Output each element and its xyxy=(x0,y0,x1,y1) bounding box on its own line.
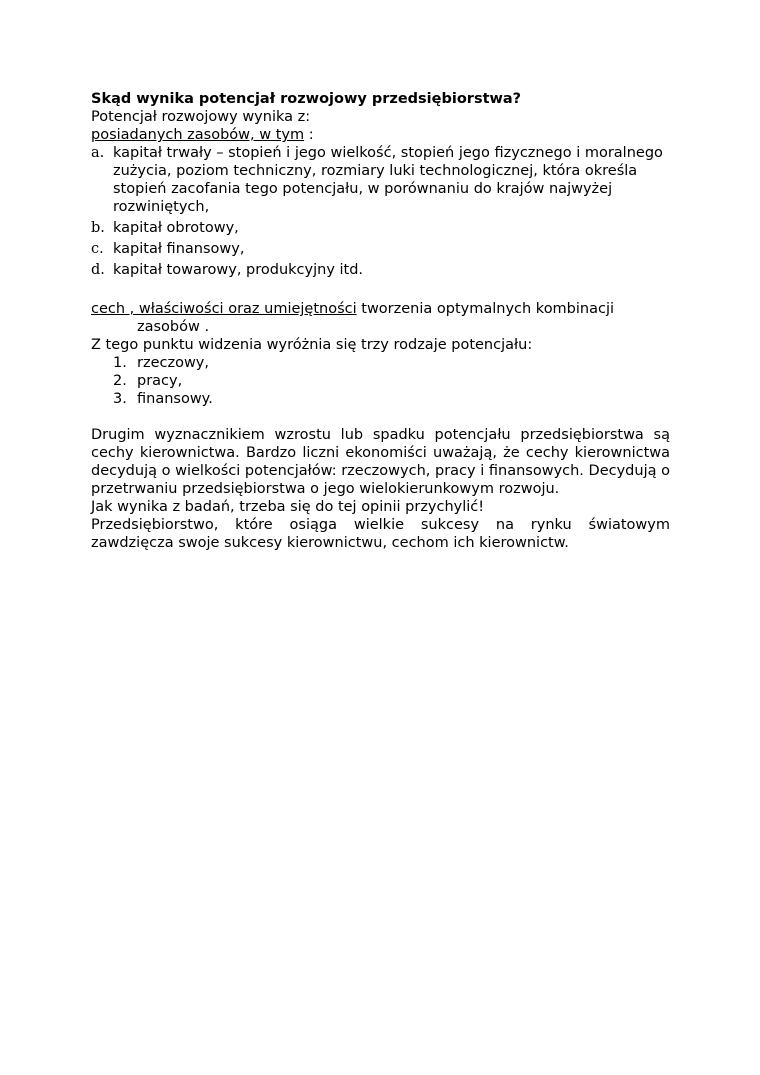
list-item-text: kapitał finansowy, xyxy=(113,241,245,257)
list-marker: d. xyxy=(91,262,105,278)
list-marker: c. xyxy=(91,241,104,257)
types-list xyxy=(91,354,670,408)
list-item-text: kapitał towarowy, produkcyjny itd. xyxy=(113,262,364,278)
list-marker: b. xyxy=(91,220,105,236)
list-item xyxy=(91,240,670,258)
list-item-text: rzeczowy, xyxy=(137,355,209,371)
source-2-line xyxy=(91,300,670,336)
intro-line: Potencjał rozwojowy wynika z: xyxy=(91,109,311,125)
spacer xyxy=(91,408,670,426)
list-marker: 2. xyxy=(113,373,127,389)
list-item-text: kapitał obrotowy, xyxy=(113,220,239,236)
list-item xyxy=(91,144,670,216)
types-intro: Z tego punktu widzenia wyróżnia się trzy rodzaje potencjału: xyxy=(91,337,533,353)
list-marker: a. xyxy=(91,145,105,161)
list-item-text: kapitał trwały – stopień i jego wielkość, stopień jego fizycznego i moralnego zużycia, poziom techniczny, rozmiary luki technologicznej, która określa stopień zacofania tego potencjału, w porównaniu do krajów najwyżej rozwiniętych, xyxy=(113,145,663,215)
list-marker: 1. xyxy=(113,355,127,371)
source-1-line xyxy=(91,126,670,144)
list-item xyxy=(91,261,670,279)
paragraph-success: Przedsiębiorstwo, które osiąga wielkie sukcesy na rynku światowym zawdzięcza swoje sukcesy kierownictwu, cechom ich kierownictw. xyxy=(91,517,670,551)
list-item-text: pracy, xyxy=(137,373,183,389)
source-1-suffix: : xyxy=(304,127,314,143)
document-page xyxy=(91,90,670,552)
source-2-suffix: tworzenia optymalnych kombinacji zasobów . xyxy=(137,301,615,335)
paragraph-research: Jak wynika z badań, trzeba się do tej opinii przychylić! xyxy=(91,499,485,515)
document-title: Skąd wynika potencjał rozwojowy przedsiębiorstwa? xyxy=(91,91,522,107)
paragraph-management: Drugim wyznacznikiem wzrostu lub spadku potencjału przedsiębiorstwa są cechy kierownictwa. Bardzo liczni ekonomiści uważają, że cechy kierownictwa decydują o wielkości potencjałów: rzeczowych, pracy i finansowych. Decydują o przetrwaniu przedsiębiorstwa o jego wielokierunkowym rozwoju. xyxy=(91,427,670,497)
source-2-label: cech , właściwości oraz umiejętności xyxy=(91,301,357,317)
list-marker: 3. xyxy=(113,391,127,407)
list-item xyxy=(91,219,670,237)
list-item xyxy=(91,390,670,408)
list-item xyxy=(91,354,670,372)
list-item xyxy=(91,372,670,390)
list-item-text: finansowy. xyxy=(137,391,213,407)
resources-list xyxy=(91,144,670,279)
spacer xyxy=(91,282,670,300)
source-1-label: posiadanych zasobów, w tym xyxy=(91,127,305,143)
